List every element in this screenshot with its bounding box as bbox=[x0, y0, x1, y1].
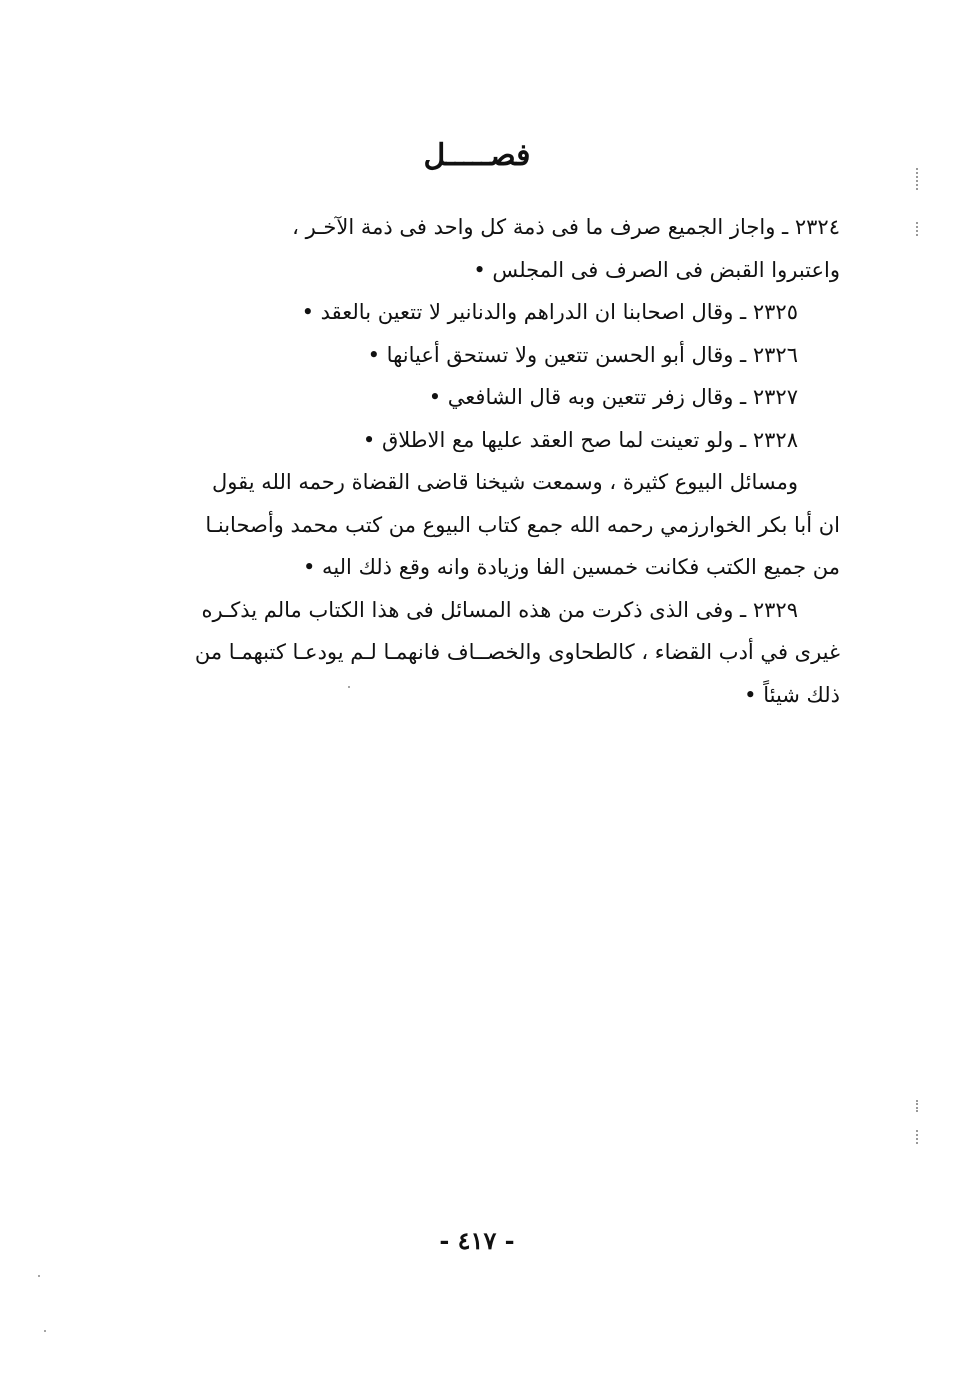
text-line: ٢٣٢٨ ـ ولو تعينت لما صح العقد عليها مع الاطلاق • bbox=[362, 427, 798, 452]
text-line: ٢٣٢٤ ـ واجاز الجميع صرف ما فى ذمة كل واحد فى ذمة الآخـر ، bbox=[292, 215, 840, 239]
margin-dots bbox=[916, 168, 920, 190]
body-text bbox=[140, 206, 840, 716]
text-line: ذلك شيئاً • bbox=[744, 682, 840, 707]
margin-dots bbox=[916, 1130, 920, 1144]
scan-speck bbox=[44, 1330, 46, 1332]
text-line: ٢٣٢٦ ـ وقال أبو الحسن تتعين ولا تستحق أعيانها • bbox=[367, 342, 798, 367]
text-line: من جميع الكتب فكانت خمسين الفا وزيادة وانه وقع ذلك اليه • bbox=[303, 555, 840, 579]
scan-speck bbox=[348, 686, 350, 688]
margin-dots bbox=[916, 222, 920, 236]
scan-speck bbox=[38, 1275, 40, 1277]
margin-dots bbox=[916, 1100, 920, 1112]
text-line: ٢٣٢٧ ـ وقال زفر تتعين وبه قال الشافعي • bbox=[428, 385, 798, 409]
page-number: - ٤١٧ - bbox=[439, 1226, 515, 1255]
text-line: ومسائل البيوع كثيرة ، وسمعت شيخنا قاضى القضاة رحمه الله يقول bbox=[212, 470, 798, 494]
text-line: واعتبروا القبض فى الصرف فى المجلس • bbox=[473, 257, 840, 282]
text-line: غيرى في أدب القضاء ، كالطحاوى والخصــاف فانهمـا لـم يودعـا كتبهمـا من bbox=[194, 640, 840, 664]
text-line: ان أبا بكر الخوارزمي رحمه الله جمع كتاب البيوع من كتب محمد وأصحابنـا bbox=[205, 512, 840, 537]
text-line: ٢٣٢٥ ـ وقال اصحابنا ان الدراهم والدنانير لا تتعين بالعقد • bbox=[301, 300, 798, 324]
text-line: ٢٣٢٩ ـ وفى الذى ذكرت من هذه المسائل فى هذا الكتاب مالم يذكـره bbox=[201, 597, 798, 622]
section-heading: فصـــــل bbox=[423, 138, 531, 173]
